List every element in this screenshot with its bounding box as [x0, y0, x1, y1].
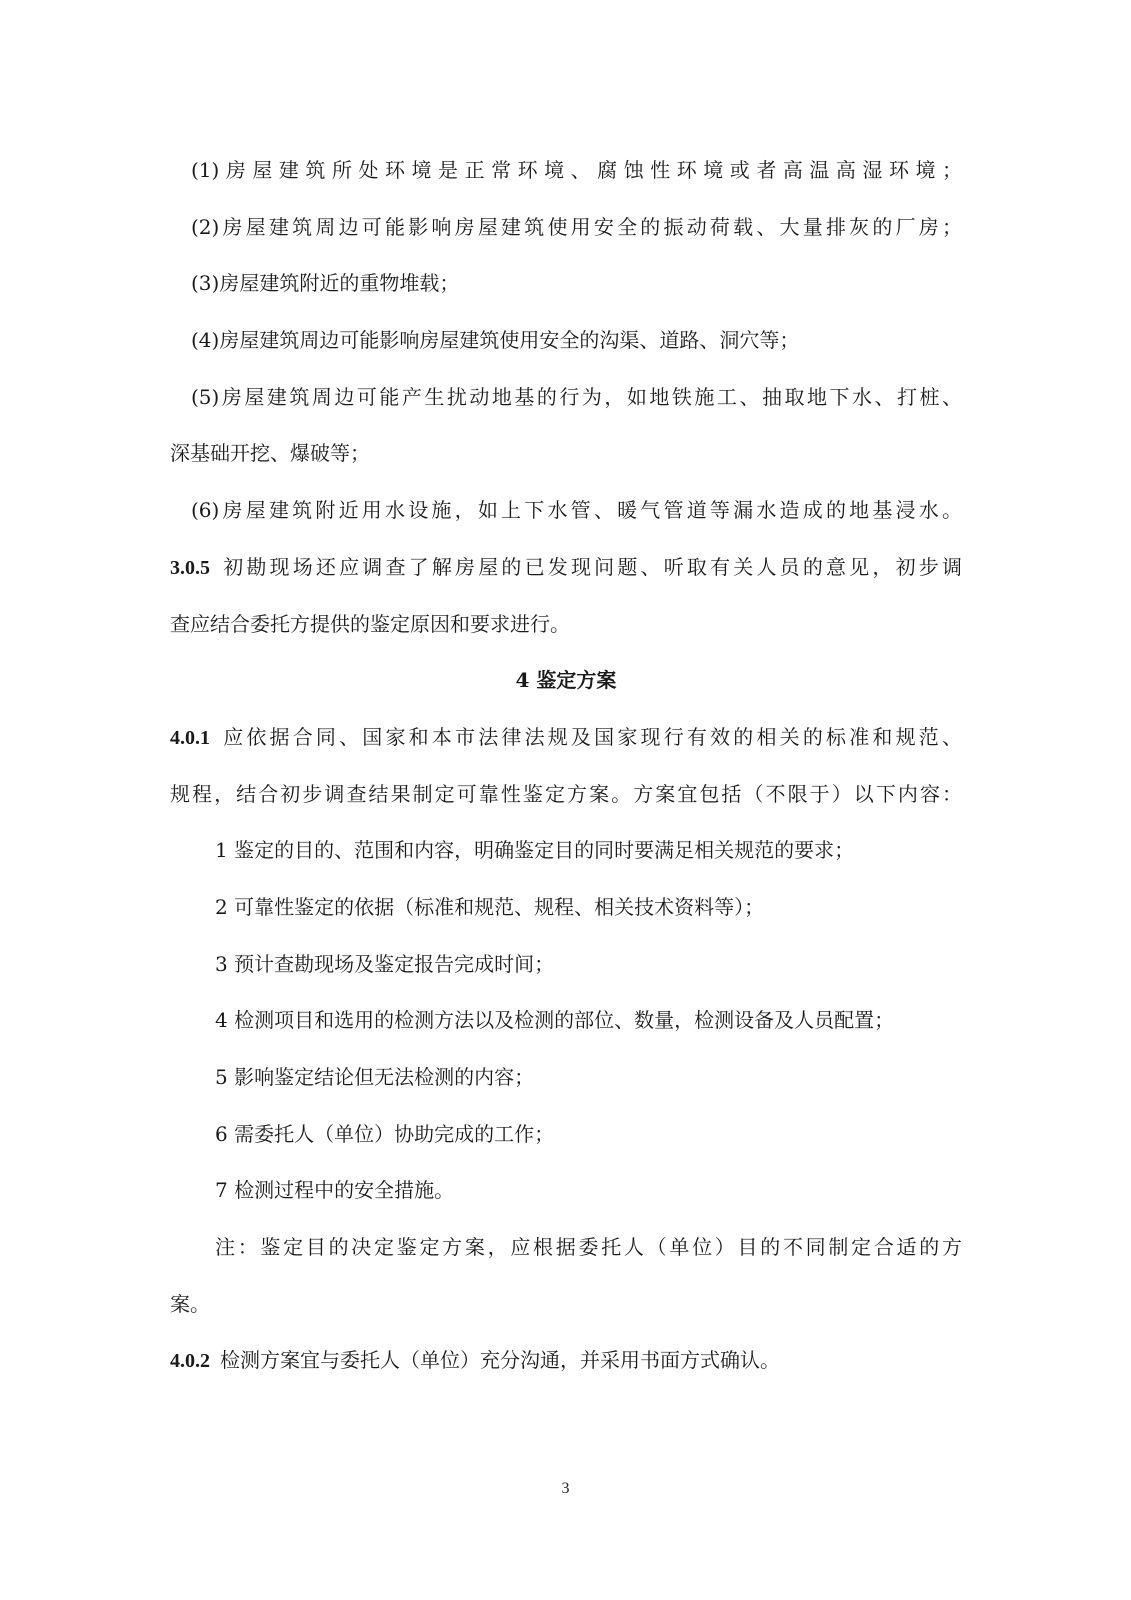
clause-text: 应依据合同、国家和本市法律法规及国家现行有效的相关的标准和规范、 — [220, 724, 962, 749]
plan-item-2: 2 可靠性鉴定的依据（标准和规范、规程、相关技术资料等）； — [215, 894, 765, 919]
plan-item-5: 5 影响鉴定结论但无法检测的内容； — [215, 1065, 535, 1089]
clause-4-0-1-line-2: 规程，结合初步调查结果制定可靠性鉴定方案。方案宜包括（不限于）以下内容： — [170, 781, 962, 806]
clause-number: 4.0.1 — [170, 726, 210, 749]
env-item-5: (5)房屋建筑周边可能产生扰动地基的行为，如地铁施工、抽取地下水、打桩、 — [191, 384, 962, 409]
note-line-2: 案。 — [170, 1291, 210, 1316]
clause-number: 4.0.2 — [170, 1350, 210, 1373]
plan-item-1: 1 鉴定的目的、范围和内容，明确鉴定目的同时要满足相关规范的要求； — [215, 838, 855, 863]
plan-item-3: 3 预计查勘现场及鉴定报告完成时间； — [215, 951, 555, 976]
clause-4-0-2 — [170, 1332, 962, 1389]
clause-text: 检测方案宜与委托人（单位）充分沟通，并采用书面方式确认。 — [220, 1348, 780, 1373]
clause-4-0-1-line-1 — [170, 709, 962, 766]
env-item-6: (6)房屋建筑附近用水设施，如上下水管、暖气管道等漏水造成的地基浸水。 — [191, 498, 962, 523]
page-number: 3 — [561, 1480, 570, 1497]
plan-item-7: 7 检测过程中的安全措施。 — [215, 1178, 455, 1203]
note-line-1: 注：鉴定目的决定鉴定方案，应根据委托人（单位）目的不同制定合适的方 — [215, 1235, 962, 1260]
clause-3-0-5-line-1 — [170, 539, 962, 596]
env-item-5-continued: 深基础开挖、爆破等； — [170, 441, 370, 466]
plan-item-4: 4 检测项目和选用的检测方法以及检测的部位、数量，检测设备及人员配置； — [215, 1008, 895, 1033]
env-item-3: (3)房屋建筑附近的重物堆载； — [191, 271, 460, 296]
clause-text: 初勘现场还应调查了解房屋的已发现问题、听取有关人员的意见，初步调 — [220, 554, 962, 579]
clause-number: 3.0.5 — [170, 556, 210, 579]
env-item-1: (1)房屋建筑所处环境是正常环境、腐蚀性环境或者高温高湿环境； — [191, 158, 962, 182]
clause-3-0-5-line-2: 查应结合委托方提供的鉴定原因和要求进行。 — [170, 611, 570, 636]
plan-item-6: 6 需委托人（单位）协助完成的工作； — [215, 1121, 555, 1146]
env-item-4: (4)房屋建筑周边可能影响房屋建筑使用安全的沟渠、道路、洞穴等； — [191, 328, 800, 353]
document-body — [170, 142, 962, 1389]
env-item-2: (2)房屋建筑周边可能影响房屋建筑使用安全的振动荷载、大量排灰的厂房； — [191, 214, 962, 239]
section-heading: 4 鉴定方案 — [515, 668, 617, 693]
